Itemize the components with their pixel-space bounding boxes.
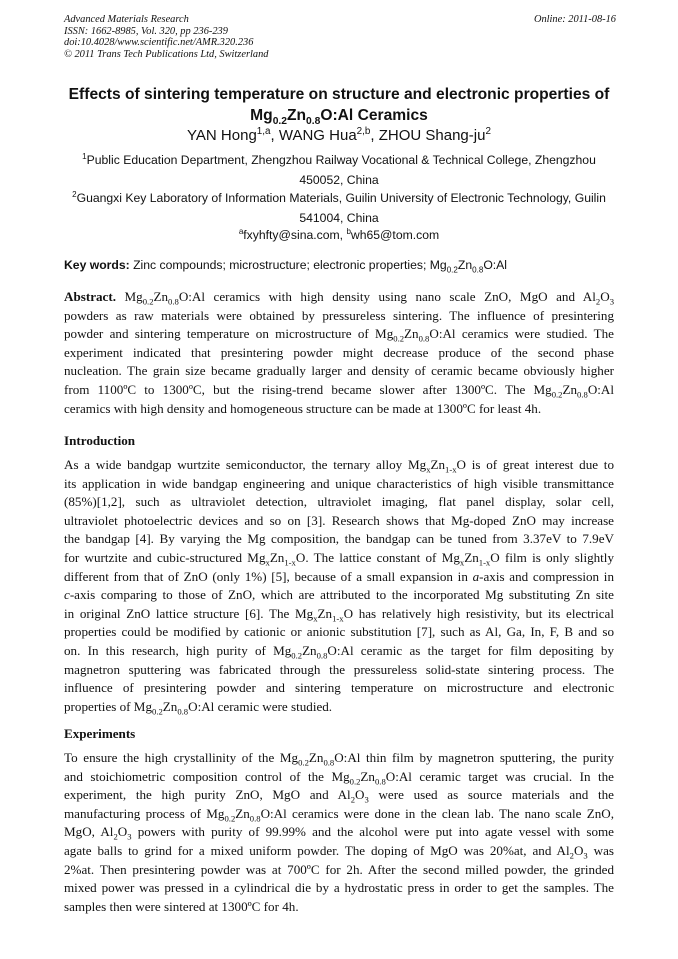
paper-title xyxy=(40,84,638,126)
keywords-text: Zinc compounds; microstructure; electronic properties; Mg xyxy=(129,258,447,272)
title-line-1: Effects of sintering temperature on structure and electronic properties of xyxy=(68,86,610,103)
text-line: As a wide bandgap wurtzite semiconductor, the ternary alloy $Mg_xZn_{1-x}O$ is of great interest due to xyxy=(64,457,614,475)
title-subscript: 0.8 xyxy=(306,116,321,128)
text-line: To ensure the high crystallinity of the $Mg_{0.2}Zn_{0.8}O:Al$ thin film by magnetron sputtering, the purity xyxy=(64,750,614,768)
text-line: different from that of ZnO (only 1%) [5], because of a small expansion in a-axis and compression in xyxy=(64,568,614,584)
affiliation-line xyxy=(56,151,622,171)
text-line: experiment indicated that presintering powder might decrease produce of the second phase xyxy=(64,344,614,360)
abstract-label: Abstract. xyxy=(64,289,116,304)
text-line: powders as raw materials were obtained by pressureless sintering. The influence of presintering xyxy=(64,307,614,323)
keywords-label: Key words: xyxy=(64,258,130,272)
text-line: properties could be modified by cationic or anionic substitution [7], such as Al, Ga, In, F, B and so xyxy=(64,624,614,640)
email-a[interactable]: fxyhfty@sina.com, xyxy=(243,228,347,242)
doi[interactable]: doi:10.4028/www.scientific.net/AMR.320.236 xyxy=(64,37,254,49)
text-line: (85%)[1,2], such as ultraviolet detection, ultraviolet imaging, flat panel display, solar cell, xyxy=(64,494,614,510)
text-line: nucleation. The grain size became gradually larger and density of ceramic became obviously higher xyxy=(64,363,614,379)
section-heading-introduction: Introduction xyxy=(64,433,136,448)
text-line: properties of $Mg_{0.2}Zn_{0.8}O:Al$ ceramic were studied. xyxy=(64,698,333,717)
section-heading-experiments: Experiments xyxy=(64,726,136,741)
keywords xyxy=(64,257,624,273)
journal-name: Advanced Materials Research xyxy=(64,14,189,25)
author-name: , WANG Hua xyxy=(270,127,357,144)
title-text: Zn xyxy=(286,107,307,124)
keywords-subscript: 0.2 xyxy=(446,265,458,275)
text-line: influence of presintering powder and sintering temperature on microstructure and electronic xyxy=(64,680,614,696)
text-line: MgO, $Al_2O_3$ powers with purity of 99.99% and the alcohol were put into agate vessel with some xyxy=(64,824,614,842)
affiliation-text: Public Education Department, Zhengzhou Railway Vocational & Technical College, Zhengzhou xyxy=(86,153,596,167)
affiliation-line: 450052, China xyxy=(299,172,379,187)
text-line: agate balls to grind for a mixed uniform powder. The doping of MgO was 20%at, and $Al_2O_3$ was xyxy=(64,842,614,861)
text-line: c-axis comparing to those of ZnO, which are attributed to the incorporated Mg substituting Zn site xyxy=(64,587,614,603)
keywords-text: Zn xyxy=(457,258,473,272)
text-line: ceramics with high density and homogeneous structure can be made at 1300ºC for least 4h. xyxy=(64,400,542,416)
author-name: , ZHOU Shang-ju xyxy=(370,127,486,144)
abstract xyxy=(64,288,614,418)
email-mark: b xyxy=(346,226,351,236)
text-line: and stoichiometric composition control of the $Mg_{0.2}Zn_{0.8}O:Al$ ceramic target was crucial. In the xyxy=(64,768,614,787)
affiliation-mark: 2 xyxy=(72,189,77,199)
author-affiliation-mark: 1,a xyxy=(256,126,271,137)
title-text: O:Al Ceramics xyxy=(320,107,428,124)
keywords-text: O:Al xyxy=(483,258,508,272)
email-mark: a xyxy=(238,226,244,236)
text-line: samples then were sintered at 1300ºC for 4h. xyxy=(64,898,299,914)
text-line: experiment, the high purity ZnO, MgO and $Al_2O_3$ were used as source materials and the xyxy=(64,787,614,805)
text-line: for wurtzite and cubic-structured $Mg_xZn_{1-x}O$. The lattice constant of $Mg_xZn_{1-x}O$ film is only slightly xyxy=(64,549,614,568)
journal-header xyxy=(64,14,616,60)
text-line: mixed power was pressed in a cylindrical die by a hydrostatic press in order to get the samples. The xyxy=(64,880,614,896)
affiliation-text: Guangxi Key Laboratory of Information Materials, Guilin University of Electronic Technology, Guilin xyxy=(76,191,606,205)
copyright: © 2011 Trans Tech Publications Ltd, Switzerland xyxy=(64,48,269,60)
email-line xyxy=(56,226,622,246)
text-line: the bandgap [4]. By varying the Mg composition, the bandgap can be tuned from 3.37eV to 7.9eV xyxy=(64,531,614,547)
issn: ISSN: 1662-8985, Vol. 320, pp 236-239 xyxy=(64,25,228,37)
title-subscript: 0.2 xyxy=(272,116,287,128)
introduction-body xyxy=(64,456,614,716)
author-name: YAN Hong xyxy=(187,127,257,144)
text-line: from 1100ºC to 1300ºC, but the rising-trend became slower after 1300ºC. The $Mg_{0.2}Zn_{0.8}O:Al$ xyxy=(64,381,614,400)
affiliation-line xyxy=(56,189,622,209)
keywords-subscript: 0.8 xyxy=(472,265,484,275)
text-line: 2%at. Then presintering powder was at 700ºC for 2h. After the second milled powder, the grinded xyxy=(64,861,614,877)
title-line-2 xyxy=(40,105,638,126)
affiliation-line: 541004, China xyxy=(299,210,379,225)
text-line: Abstract. $Mg_{0.2}Zn_{0.8}O:Al$ ceramics with high density using nano scale ZnO, MgO and $Al_2O_3$ xyxy=(64,289,614,307)
affiliation-1 xyxy=(56,151,622,190)
text-line: powder and sintering temperature on microstructure of $Mg_{0.2}Zn_{0.8}O:Al$ ceramics were studied. The xyxy=(64,326,614,344)
text-line: ultraviolet photoelectric devices and so on [3]. Research shows that Mg-doped ZnO may increase xyxy=(64,512,614,528)
text-line: its application in wide bandgap engineering and unique characteristics of high visible transmittance xyxy=(64,475,614,491)
author-list xyxy=(40,126,638,146)
affiliation-mark: 1 xyxy=(82,151,87,161)
author-affiliation-mark: 2 xyxy=(485,126,491,137)
text-line: on. In this research, high purity of $Mg_{0.2}Zn_{0.8}O:Al$ ceramic as the target for film depositing by xyxy=(64,642,614,661)
title-text: Mg xyxy=(250,107,273,124)
affiliation-2 xyxy=(56,189,622,228)
text-line: manufacturing process of $Mg_{0.2}Zn_{0.8}O:Al$ ceramics were done in the clean lab. The nano scale ZnO, xyxy=(64,805,614,824)
text-line: magnetron sputtering was fabricated through the pressureless solid-state sintering process. The xyxy=(64,661,614,677)
online-date: Online: 2011-08-16 xyxy=(533,14,616,25)
email-b[interactable]: wh65@tom.com xyxy=(350,228,440,242)
experiments-body xyxy=(64,749,614,916)
text-line: in original ZnO lattice structure [6]. The $Mg_xZn_{1-x}O$ has relatively high resistivity, but its electrical xyxy=(64,605,614,624)
author-affiliation-mark: 2,b xyxy=(356,126,371,137)
